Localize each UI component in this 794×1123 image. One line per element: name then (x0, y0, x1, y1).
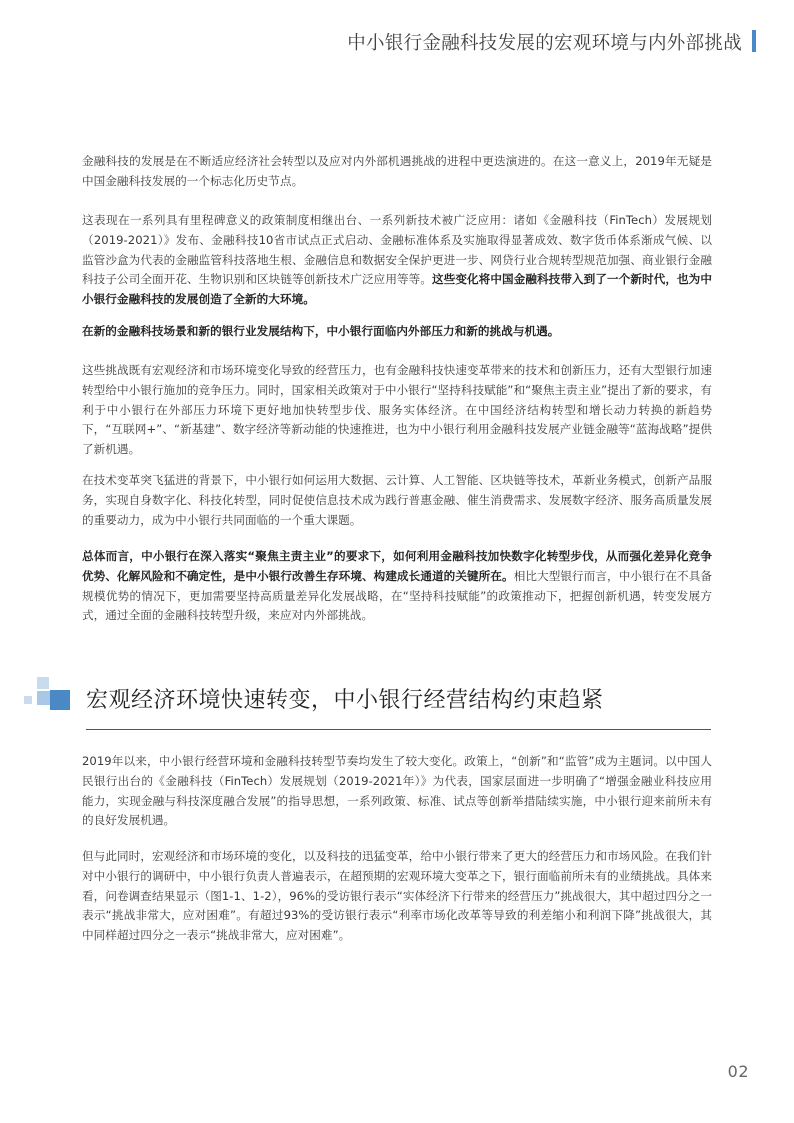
paragraph-text: 但与此同时，宏观经济和市场环境的变化，以及科技的迅猛变革，给中小银行带来了更大的经营压力和市场风险。在我们针对中小银行的调研中，中小银行负责人普遍表示，在超预期的宏观环境大变革之下，银行面临前所未有的业绩挑战。具体来看，问卷调查结果显示（图1-1、1-2），96%的受访银行表示“实体经济下行带来的经营压力”挑战很大，其中超过四分之一表示“挑战非常大，应对困难”。有超过93%的受访银行表示“利率市场化改革等导致的利差缩小和利润下降”挑战很大，其中同样超过四分之一表示“挑战非常大，应对困难”。 (82, 849, 712, 943)
paragraph-5 (82, 471, 712, 530)
decor-square-small (24, 696, 32, 704)
section-divider (86, 729, 711, 730)
paragraph-text: 这些挑战既有宏观经济和市场环境变化导致的经营压力，也有金融科技快速变革带来的技术和创新压力，还有大型银行加速转型给中小银行施加的竞争压力。同时，国家相关政策对于中小银行“坚持科技赋能”和“聚焦主责主业”提出了新的要求，有利于中小银行在外部压力环境下更好地加快转型步伐、服务实体经济。在中国经济结构转型和增长动力转换的新趋势下，“互联网+”、“新基建”、数字经济等新动能的快速推进，也为中小银行利用金融科技发展产业链金融等“蓝海战略”提供了新机遇。 (82, 363, 712, 457)
paragraph-text: 这表现在一系列具有里程碑意义的政策制度相继出台、一系列新技术被广泛应用：诸如《金融科技（FinTech）发展规划（2019-2021）》发布、金融科技10省市试点正式启动、金融标准体系及实施取得显著成效、数字货币体系渐成气候、以监管沙盒为代表的金融监管科技落地生根、金融信息和数据安全保护更进一步、网贷行业合规转型规范加强、商业银行金融科技子公司全面开花、生物识别和区块链等创新技术广泛应用等等。 (82, 213, 712, 287)
paragraph-text: 金融科技的发展是在不断适应经济社会转型以及应对内外部机遇挑战的进程中更迭演进的。在这一意义上，2019年无疑是中国金融科技发展的一个标志化历史节点。 (82, 154, 712, 188)
paragraph-2 (82, 211, 712, 310)
paragraph-bold-text: 这些变化将中国金融科技带入到了一个新时代，也为中小银行金融科技的发展创造了全新的大环境。 (82, 272, 712, 307)
paragraph-text: 相比大型银行而言，中小银行在不具备规模优势的情况下，更加需要坚持高质量差异化发展战略，在“坚持科技赋能”的政策推动下，把握创新机遇，转变发展方式，通过全面的金融科技转型升级，来应对内外部挑战。 (82, 568, 713, 623)
section-paragraph-1 (82, 752, 712, 831)
header-accent-bar (752, 30, 756, 52)
decor-square-light (37, 677, 49, 689)
paragraph-1 (82, 152, 712, 192)
paragraph-3 (82, 322, 712, 342)
paragraph-4 (82, 361, 712, 460)
section-title: 宏观经济环境快速转变，中小银行经营结构约束趋紧 (86, 688, 604, 713)
paragraph-text: 2019年以来，中小银行经营环境和金融科技转型节奏均发生了较大变化。政策上，“创新”和“监管”成为主题词。以中国人民银行出台的《金融科技（FinTech）发展规划（2019-2021年）》为代表，国家层面进一步明确了“增强金融业科技应用能力，实现金融与科技深度融合发展”的指导思想，一系列政策、标准、试点等创新举措陆续实施，中小银行迎来前所未有的良好发展机遇。 (82, 754, 712, 828)
section-paragraph-2 (82, 847, 712, 946)
paragraph-text: 在技术变革突飞猛进的背景下，中小银行如何运用大数据、云计算、人工智能、区块链等技术，革新业务模式，创新产品服务，实现自身数字化、科技化转型，同时促使信息技术成为践行普惠金融、催生消费需求、发展数字经济、服务高质量发展的重要动力，成为中小银行共同面临的一个重大课题。 (82, 473, 712, 527)
header-title: 中小银行金融科技发展的宏观环境与内外部挑战 (347, 33, 742, 54)
paragraph-6 (82, 547, 712, 626)
decor-square-medium (37, 691, 51, 705)
paragraph-bold-text: 在新的金融科技场景和新的银行业发展结构下，中小银行面临内外部压力和新的挑战与机遇。 (82, 324, 560, 338)
decor-square-dark (50, 690, 70, 710)
page-number: 02 (727, 1062, 749, 1081)
paragraph-bold-text: 总体而言，中小银行在深入落实“聚焦主责主业”的要求下，如何利用金融科技加快数字化转型步伐，从而强化差异化竞争优势、化解风险和不确定性，是中小银行改善生存环境、构建成长通道的关键所在。 (82, 549, 712, 583)
